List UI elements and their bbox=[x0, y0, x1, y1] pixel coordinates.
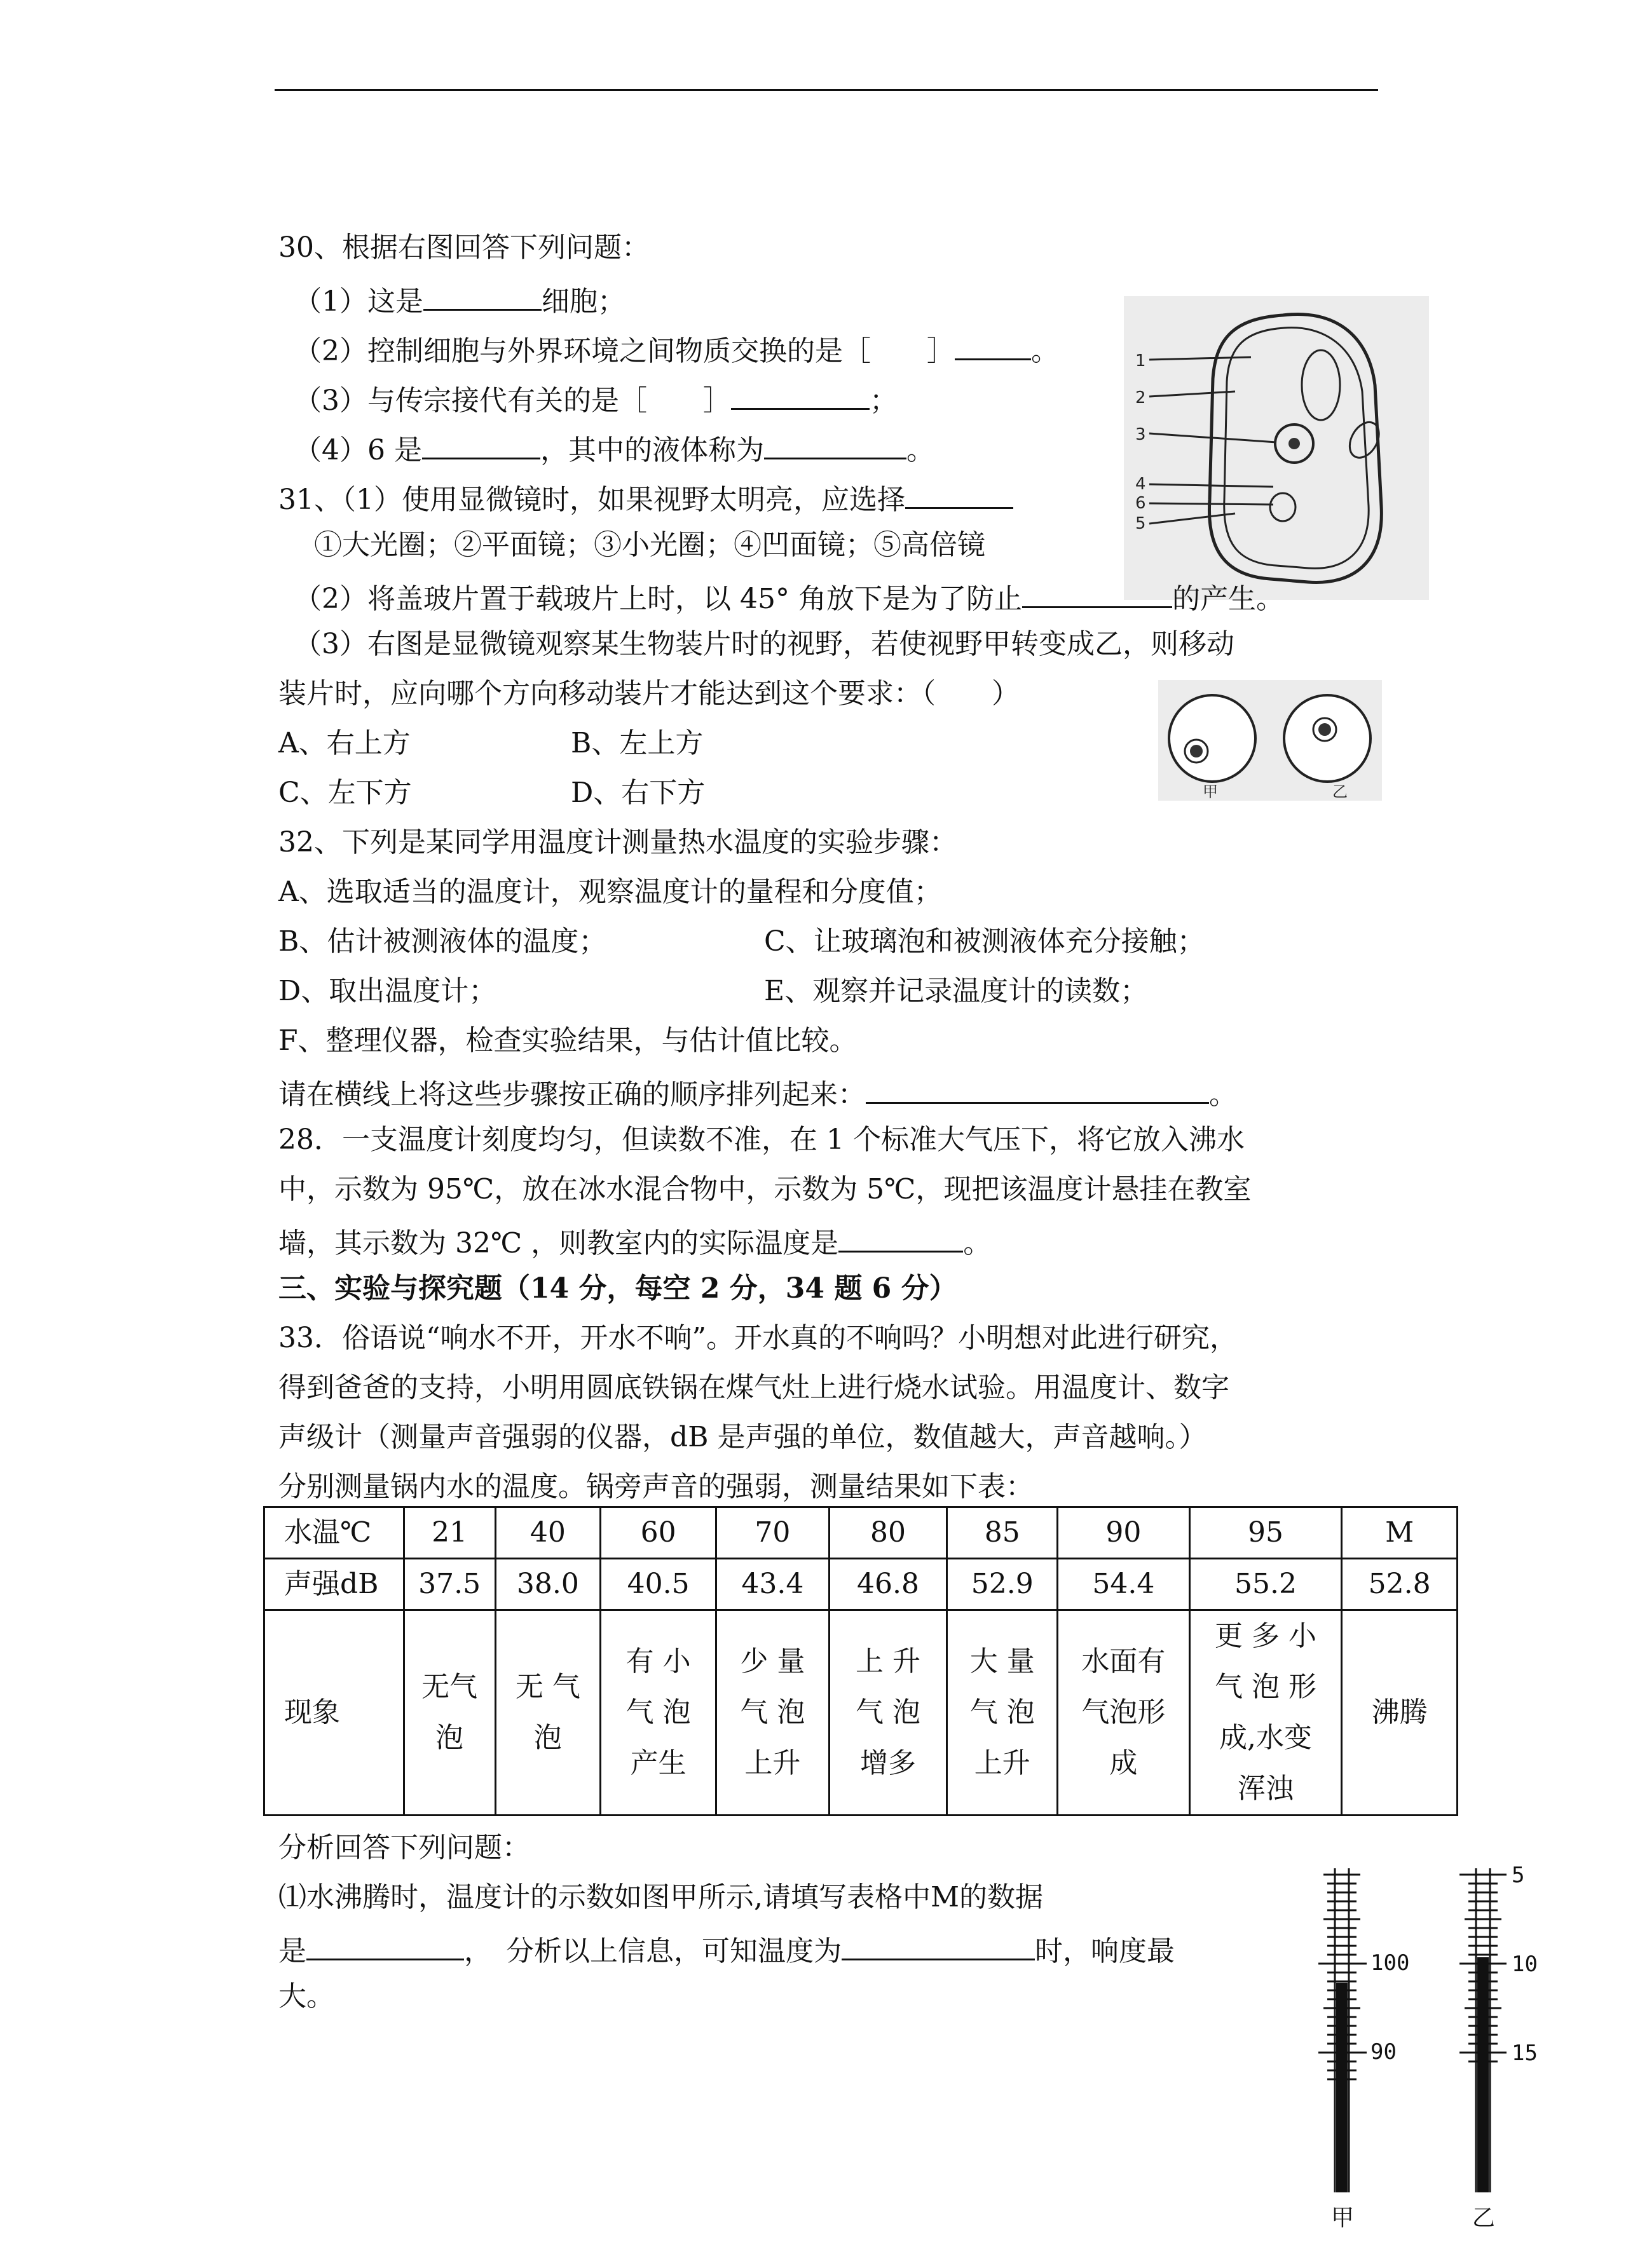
q28-line3: 墙，其示数为 32℃ ，则教室内的实际温度是 。 bbox=[278, 1221, 991, 1261]
table-cell: 43.4 bbox=[716, 1559, 829, 1610]
cell-label: 3 bbox=[1135, 425, 1146, 444]
table-cell: 40.5 bbox=[601, 1559, 716, 1610]
analysis-line2: 是 ， 分析以上信息，可知温度为 时，响度最 bbox=[278, 1929, 1175, 1969]
table-cell: 上 升 气 泡 增多 bbox=[829, 1610, 947, 1816]
table-cell: 95 bbox=[1189, 1507, 1342, 1559]
q33-line4: 分别测量锅内水的温度。锅旁声音的强弱，测量结果如下表： bbox=[278, 1470, 1034, 1503]
q31-option-a: A、右上方 bbox=[278, 727, 411, 759]
answer-blank[interactable] bbox=[731, 379, 870, 410]
answer-blank[interactable] bbox=[306, 1929, 464, 1960]
analysis-line3: 大。 bbox=[278, 1980, 334, 2013]
table-cell: 70 bbox=[716, 1507, 829, 1559]
answer-blank[interactable] bbox=[955, 329, 1031, 360]
table-cell: 52.9 bbox=[947, 1559, 1058, 1610]
analysis-line1: ⑴水沸腾时，温度计的示数如图甲所示,请填写表格中M的数据 bbox=[278, 1881, 1044, 1913]
cell-label: 2 bbox=[1135, 388, 1146, 407]
thermo-tick-label: 100 bbox=[1370, 1950, 1410, 1976]
table-cell: 沸腾 bbox=[1342, 1610, 1458, 1816]
thermo-tick-label: 15 bbox=[1512, 2041, 1538, 2066]
q31-option-c: C、左下方 bbox=[278, 777, 412, 809]
table-cell: 37.5 bbox=[404, 1559, 495, 1610]
q31-part3-cont: 装片时，应向哪个方向移动装片才能达到这个要求：（ ） bbox=[278, 677, 1020, 710]
table-cell: 无 气 泡 bbox=[495, 1610, 601, 1816]
answer-blank[interactable] bbox=[838, 1221, 963, 1253]
table-cell: 水面有 气泡形 成 bbox=[1058, 1610, 1190, 1816]
table-cell: 55.2 bbox=[1189, 1559, 1342, 1610]
thermometer-figures bbox=[1309, 1862, 1615, 2243]
table-cell: 更 多 小 气 泡 形 成,水变 浑浊 bbox=[1189, 1610, 1342, 1816]
table-cell: 60 bbox=[601, 1507, 716, 1559]
table-cell: 46.8 bbox=[829, 1559, 947, 1610]
q28-line1: 28．一支温度计刻度均匀，但读数不准，在 1 个标准大气压下，将它放入沸水 bbox=[278, 1124, 1245, 1156]
analysis-heading: 分析回答下列问题： bbox=[278, 1831, 530, 1864]
table-cell: 85 bbox=[947, 1507, 1058, 1559]
thermo-tick-label: 5 bbox=[1512, 1863, 1525, 1888]
q33-line2: 得到爸爸的支持，小明用圆底铁锅在煤气灶上进行烧水试验。用温度计、数字 bbox=[278, 1371, 1229, 1404]
thermometer-jia bbox=[1318, 1868, 1409, 2231]
answer-blank[interactable] bbox=[905, 478, 1013, 509]
q30-part4: （4）6 是 ，其中的液体称为 。 bbox=[294, 428, 934, 468]
q30-part3: （3）与传宗接代有关的是［ ］ ； bbox=[294, 379, 898, 419]
thermo-name: 甲 bbox=[1331, 2205, 1355, 2231]
table-cell: 38.0 bbox=[495, 1559, 601, 1610]
answer-blank[interactable] bbox=[1022, 577, 1172, 608]
q32-step-a: A、选取适当的温度计，观察温度计的量程和分度值； bbox=[278, 876, 942, 908]
row-header: 声强dB bbox=[264, 1559, 404, 1610]
q30-title: 30、根据右图回答下列问题： bbox=[278, 231, 650, 264]
q31-part2: （2）将盖玻片置于载玻片上时，以 45° 角放下是为了防止 的产生。 bbox=[294, 577, 1284, 617]
table-row-temperature bbox=[264, 1507, 1458, 1559]
thermometer-yi bbox=[1459, 1863, 1538, 2231]
table-cell: 80 bbox=[829, 1507, 947, 1559]
microscope-view-figure bbox=[1158, 680, 1382, 801]
q33-line1: 33．俗语说“响水不开，开水不响”。开水真的不响吗？小明想对此进行研究， bbox=[278, 1322, 1238, 1354]
q32-ask: 请在横线上将这些步骤按正确的顺序排列起来： 。 bbox=[278, 1073, 1237, 1113]
table-cell: 少 量 气 泡 上升 bbox=[716, 1610, 829, 1816]
cell-label: 6 bbox=[1135, 494, 1146, 513]
table-row-phenomenon bbox=[264, 1610, 1458, 1816]
table-cell: 40 bbox=[495, 1507, 601, 1559]
view-label-jia: 甲 bbox=[1203, 783, 1218, 801]
view-label-yi: 乙 bbox=[1332, 783, 1348, 801]
table-cell: 90 bbox=[1058, 1507, 1190, 1559]
table-cell: 有 小 气 泡 产生 bbox=[601, 1610, 716, 1816]
section-heading: 三、实验与探究题（14 分，每空 2 分，34 题 6 分） bbox=[278, 1272, 957, 1305]
q31-option-d: D、右下方 bbox=[571, 777, 706, 809]
q32-step-c: C、让玻璃泡和被测液体充分接触； bbox=[764, 925, 1205, 958]
answer-blank[interactable] bbox=[764, 428, 906, 459]
table-cell: 54.4 bbox=[1058, 1559, 1190, 1610]
q31-part3: （3）右图是显微镜观察某生物装片时的视野，若使视野甲转变成乙，则移动 bbox=[294, 628, 1234, 660]
table-cell: 21 bbox=[404, 1507, 495, 1559]
answer-blank[interactable] bbox=[842, 1929, 1035, 1960]
q30-part1: （1）这是 细胞； bbox=[294, 280, 625, 320]
answer-blank[interactable] bbox=[422, 428, 540, 459]
q31-part1: 31、（1）使用显微镜时，如果视野太明亮，应选择 bbox=[278, 478, 1013, 518]
answer-blank[interactable] bbox=[866, 1073, 1209, 1104]
q32-title: 32、下列是某同学用温度计测量热水温度的实验步骤： bbox=[278, 826, 957, 859]
table-cell: 无气 泡 bbox=[404, 1610, 495, 1816]
answer-blank[interactable] bbox=[423, 280, 542, 311]
cell-label: 5 bbox=[1135, 514, 1146, 533]
table-cell: 52.8 bbox=[1342, 1559, 1458, 1610]
q33-line3: 声级计（测量声音强弱的仪器，dB 是声强的单位，数值越大，声音越响。） bbox=[278, 1421, 1207, 1453]
q32-step-b: B、估计被测液体的温度； bbox=[278, 925, 607, 958]
row-header: 现象 bbox=[264, 1610, 404, 1816]
thermo-tick-label: 90 bbox=[1370, 2039, 1397, 2065]
q31-options: ①大光圈；②平面镜；③小光圈；④凹面镜；⑤高倍镜 bbox=[314, 529, 985, 561]
q31-option-b: B、左上方 bbox=[571, 727, 704, 759]
thermo-name: 乙 bbox=[1472, 2205, 1496, 2231]
plant-cell-diagram bbox=[1124, 296, 1429, 600]
thermo-tick-label: 10 bbox=[1512, 1952, 1538, 1977]
measurement-table bbox=[263, 1506, 1458, 1816]
plant-cell-figure bbox=[1124, 296, 1429, 600]
q30-part2: （2）控制细胞与外界环境之间物质交换的是［ ］ 。 bbox=[294, 329, 1059, 369]
q28-line2: 中，示数为 95℃，放在冰水混合物中，示数为 5℃，现把该温度计悬挂在教室 bbox=[278, 1173, 1252, 1205]
table-cell: M bbox=[1342, 1507, 1458, 1559]
q32-step-d: D、取出温度计； bbox=[278, 975, 497, 1007]
cell-label: 4 bbox=[1135, 475, 1146, 494]
cell-label: 1 bbox=[1135, 351, 1146, 370]
q32-step-e: E、观察并记录温度计的读数； bbox=[764, 975, 1149, 1007]
row-header: 水温℃ bbox=[264, 1507, 404, 1559]
table-cell: 大 量 气 泡 上升 bbox=[947, 1610, 1058, 1816]
header-rule bbox=[275, 89, 1378, 91]
microscope-view-diagram bbox=[1158, 680, 1382, 801]
table-row-sound bbox=[264, 1559, 1458, 1610]
q32-step-f: F、整理仪器，检查实验结果，与估计值比较。 bbox=[278, 1024, 858, 1057]
